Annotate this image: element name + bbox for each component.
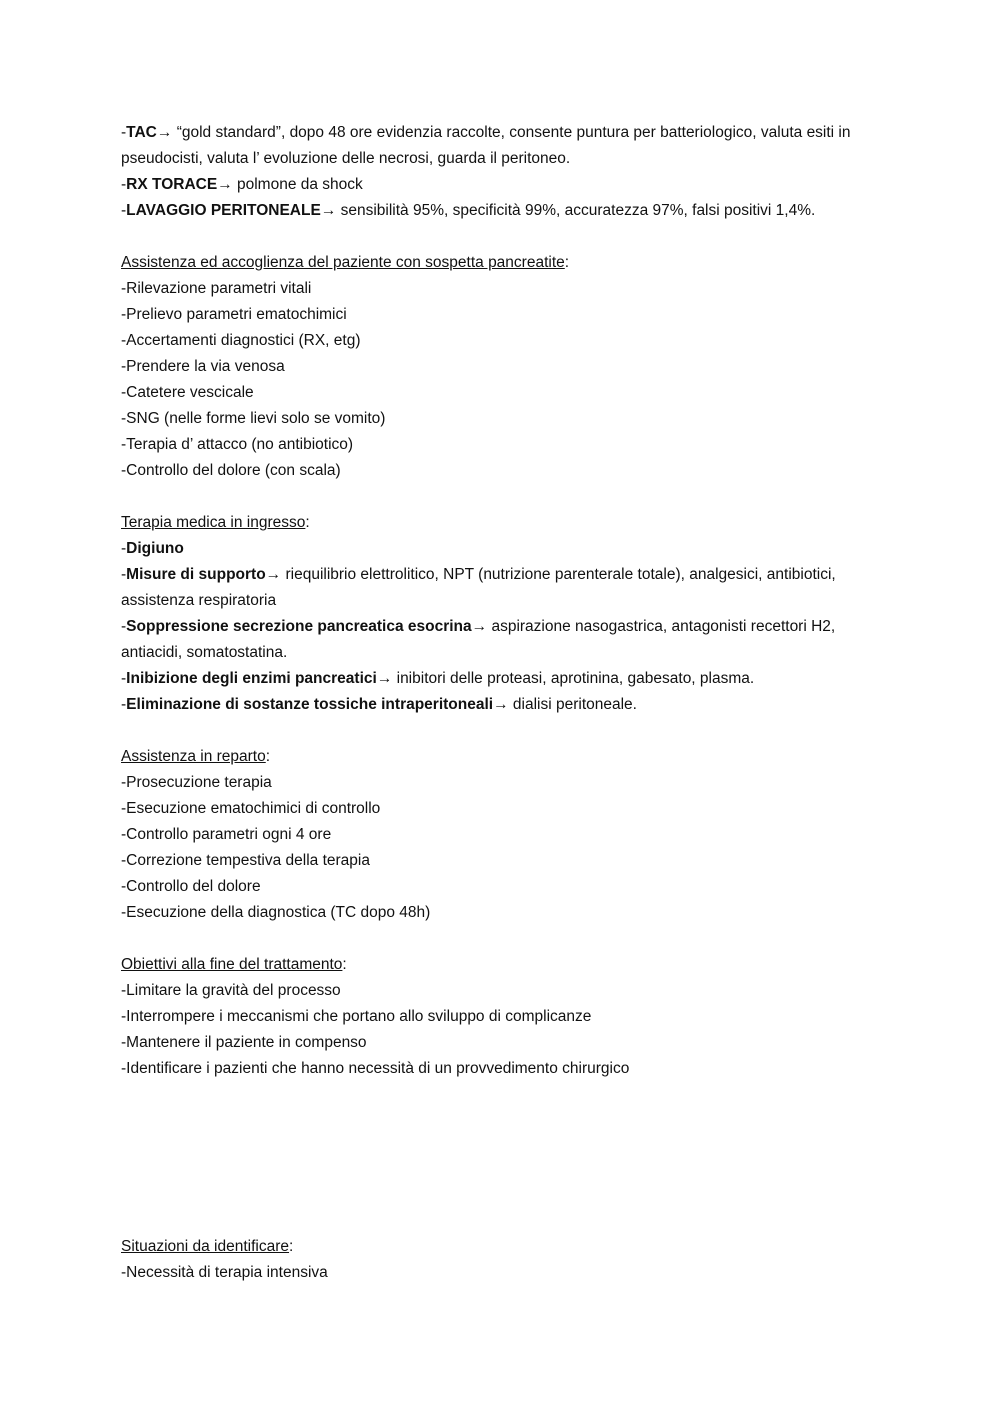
- therapy-item: -Soppressione secrezione pancreatica esocrina→ aspirazione nasogastrica, antagonisti recettori H2, antiacidi, somatostatina.: [121, 618, 836, 661]
- section-heading: Obiettivi alla fine del trattamento:: [121, 956, 347, 973]
- list-item: -Esecuzione ematochimici di controllo: [121, 800, 381, 817]
- list-item: -Controllo del dolore (con scala): [121, 462, 341, 479]
- exam-label: TAC: [126, 124, 157, 141]
- therapy-label: Digiuno: [126, 540, 184, 557]
- therapy-text: → dialisi peritoneale.: [493, 696, 637, 713]
- exam-label: RX TORACE: [126, 176, 218, 193]
- exam-item: -RX TORACE→ polmone da shock: [121, 176, 363, 193]
- section-heading: Terapia medica in ingresso:: [121, 514, 310, 531]
- spacer: [121, 718, 881, 744]
- exam-item: -TAC→ “gold standard”, dopo 48 ore evidenzia raccolte, consente puntura per batteriologico, valuta esiti in pseudocisti, valuta l’ evoluzione delle necrosi, guarda il peritoneo.: [121, 124, 851, 167]
- therapy-label: Soppressione secrezione pancreatica esocrina: [126, 618, 472, 635]
- therapy-item: -Inibizione degli enzimi pancreatici→ inibitori delle proteasi, aprotinina, gabesato, plasma.: [121, 670, 755, 687]
- heading-text: Assistenza ed accoglienza del paziente con sospetta pancreatite: [121, 254, 565, 271]
- heading-text: Situazioni da identificare: [121, 1238, 290, 1255]
- therapy-text: → riequilibrio elettrolitico, NPT (nutrizione parenterale totale), analgesici, antibiotici, assistenza respiratoria: [121, 566, 836, 609]
- list-item: -Esecuzione della diagnostica (TC dopo 48h): [121, 904, 431, 921]
- heading-text: Terapia medica in ingresso: [121, 514, 306, 531]
- section-heading: Assistenza ed accoglienza del paziente con sospetta pancreatite:: [121, 254, 570, 271]
- page-content: [121, 120, 881, 1082]
- section-heading: Assistenza in reparto:: [121, 748, 271, 765]
- exam-label: LAVAGGIO PERITONEALE: [126, 202, 321, 219]
- list-item: -Necessità di terapia intensiva: [121, 1264, 328, 1281]
- spacer: [121, 926, 881, 952]
- spacer: [121, 484, 881, 510]
- list-item: -Mantenere il paziente in compenso: [121, 1034, 367, 1051]
- therapy-label: Misure di supporto: [126, 566, 266, 583]
- heading-text: Obiettivi alla fine del trattamento: [121, 956, 343, 973]
- exam-text: → polmone da shock: [217, 176, 363, 193]
- therapy-label: Inibizione degli enzimi pancreatici: [126, 670, 377, 687]
- spacer: [121, 224, 881, 250]
- list-item: -Prelievo parametri ematochimici: [121, 306, 347, 323]
- list-item: -Limitare la gravità del processo: [121, 982, 341, 999]
- exam-text: → sensibilità 95%, specificità 99%, accuratezza 97%, falsi positivi 1,4%.: [320, 202, 816, 219]
- list-item: -SNG (nelle forme lievi solo se vomito): [121, 410, 386, 427]
- list-item: -Prosecuzione terapia: [121, 774, 272, 791]
- list-item: -Terapia d’ attacco (no antibiotico): [121, 436, 354, 453]
- therapy-text: → inibitori delle proteasi, aprotinina, gabesato, plasma.: [376, 670, 755, 687]
- list-item: -Interrompere i meccanismi che portano allo sviluppo di complicanze: [121, 1008, 592, 1025]
- exam-item: -LAVAGGIO PERITONEALE→ sensibilità 95%, specificità 99%, accuratezza 97%, falsi positivi 1,4%.: [121, 202, 816, 219]
- heading-text: Assistenza in reparto: [121, 748, 266, 765]
- list-item: -Correzione tempestiva della terapia: [121, 852, 370, 869]
- list-item: -Controllo del dolore: [121, 878, 261, 895]
- therapy-label: Eliminazione di sostanze tossiche intraperitoneali: [126, 696, 494, 713]
- situations-section: [121, 1234, 881, 1286]
- list-item: -Identificare i pazienti che hanno necessità di un provvedimento chirurgico: [121, 1060, 630, 1077]
- list-item: -Rilevazione parametri vitali: [121, 280, 312, 297]
- list-item: -Catetere vescicale: [121, 384, 254, 401]
- therapy-text: → aspirazione nasogastrica, antagonisti recettori H2, antiacidi, somatostatina.: [121, 618, 836, 661]
- list-item: -Accertamenti diagnostici (RX, etg): [121, 332, 361, 349]
- therapy-item: -Digiuno: [121, 540, 184, 557]
- list-item: -Controllo parametri ogni 4 ore: [121, 826, 332, 843]
- therapy-item: -Misure di supporto→ riequilibrio elettrolitico, NPT (nutrizione parenterale totale), analgesici, antibiotici, assistenza respiratoria: [121, 566, 836, 609]
- exam-text: → “gold standard”, dopo 48 ore evidenzia raccolte, consente puntura per batteriologico, valuta esiti in pseudocisti, valuta l’ evoluzione delle necrosi, guarda il peritoneo.: [121, 124, 851, 167]
- list-item: -Prendere la via venosa: [121, 358, 285, 375]
- section-heading: Situazioni da identificare:: [121, 1238, 294, 1255]
- therapy-item: -Eliminazione di sostanze tossiche intraperitoneali→ dialisi peritoneale.: [121, 696, 637, 713]
